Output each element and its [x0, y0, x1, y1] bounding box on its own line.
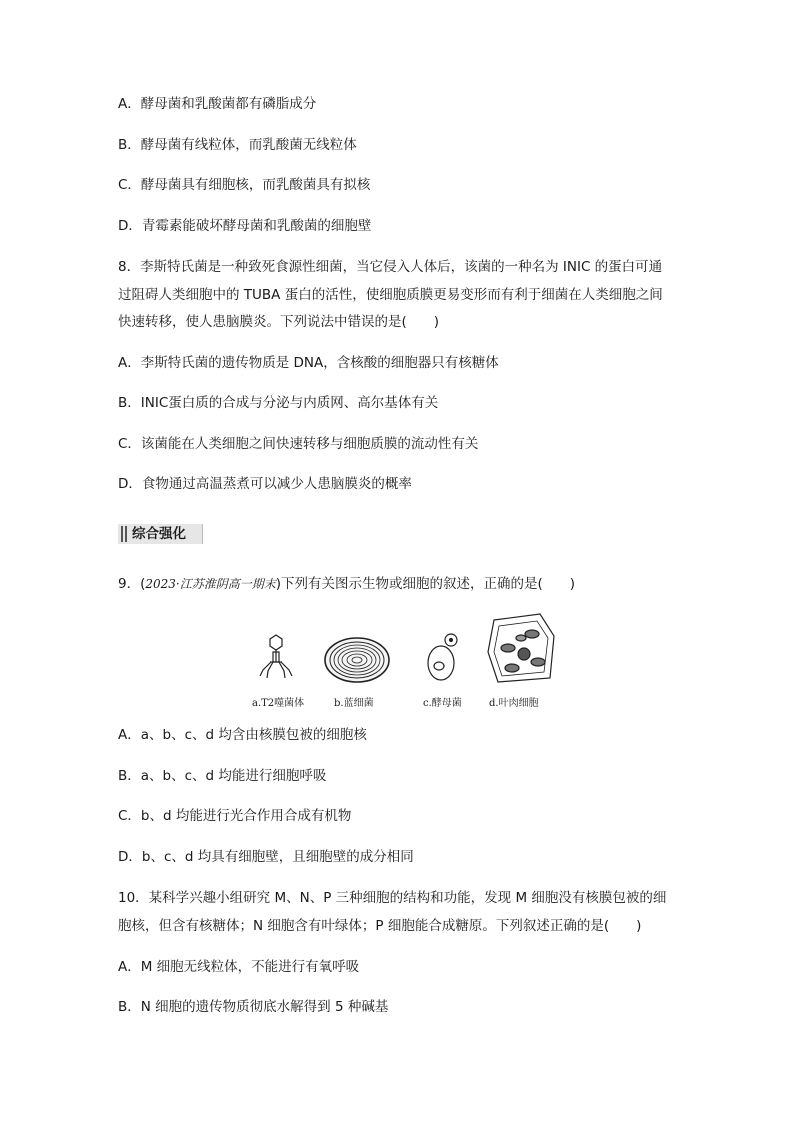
q9-stem: 9．(2023·江苏淮阴高一期末)下列有关图示生物或细胞的叙述，正确的是( ) — [118, 576, 576, 592]
q8-stem-line3: 快速转移，使人患脑膜炎。下列说法中错误的是( ) — [118, 314, 440, 330]
q10-option-b: B．N 细胞的遗传物质彻底水解得到 5 种碱基 — [118, 999, 389, 1015]
q9-source: 2023·江苏淮阴高一期末 — [145, 577, 276, 591]
caption-d: d.叶肉细胞 — [489, 698, 539, 709]
q7-option-b: B．酵母菌有线粒体，而乳酸菌无线粒体 — [118, 137, 357, 153]
q9-option-a: A．a、b、c、d 均含由核膜包被的细胞核 — [118, 727, 367, 743]
q8-option-b: B．INIC蛋白质的合成与分泌与内质网、高尔基体有关 — [118, 395, 439, 411]
q10-option-a: A．M 细胞无线粒体，不能进行有氧呼吸 — [118, 959, 360, 975]
q9-option-d: D．b、c、d 均具有细胞壁，且细胞壁的成分相同 — [118, 849, 414, 865]
cyanobacteria-drawing — [325, 638, 389, 682]
q9-option-c: C．b、d 均能进行光合作用合成有机物 — [118, 808, 352, 824]
q8-stem-line1: 8．李斯特氏菌是一种致死食源性细菌，当它侵入人体后，该菌的一种名为 INIC 的蛋白可通 — [118, 259, 663, 275]
caption-a: a.T2噬菌体 — [252, 698, 305, 709]
q7-option-a: A．酵母菌和乳酸菌都有磷脂成分 — [118, 96, 317, 112]
q9-option-b: B．a、b、c、d 均能进行细胞呼吸 — [118, 768, 327, 784]
t2-phage-drawing — [260, 635, 292, 678]
q8-option-d: D．食物通过高温蒸煮可以减少人患脑膜炎的概率 — [118, 476, 412, 492]
q8-stem-line2: 过阻碍人类细胞中的 TUBA 蛋白的活性，使细胞质膜更易变形而有利于细菌在人类细胞之间 — [118, 287, 663, 303]
q10-stem-line1: 10．某科学兴趣小组研究 M、N、P 三种细胞的结构和功能，发现 M 细胞没有核膜包被的细 — [118, 890, 667, 906]
yeast-drawing — [428, 634, 457, 680]
q7-option-d: D．青霉素能破坏酵母菌和乳酸菌的细胞壁 — [118, 218, 372, 234]
mesophyll-cell-drawing — [488, 614, 554, 682]
cell-diagrams — [240, 608, 570, 694]
q10-stem-line2: 胞核，但含有核糖体；N 细胞含有叶绿体；P 细胞能合成糖原。下列叙述正确的是( ) — [118, 918, 642, 934]
section-title: 综合强化 — [132, 526, 186, 542]
section-bar-icon — [121, 526, 123, 542]
q8-option-a: A．李斯特氏菌的遗传物质是 DNA，含核酸的细胞器只有核糖体 — [118, 355, 499, 371]
q8-option-c: C．该菌能在人类细胞之间快速转移与细胞质膜的流动性有关 — [118, 436, 479, 452]
q7-option-c: C．酵母菌具有细胞核，而乳酸菌具有拟核 — [118, 177, 371, 193]
section-header — [118, 524, 203, 544]
caption-b: b.蓝细菌 — [334, 698, 374, 709]
cell-figure — [240, 608, 570, 708]
caption-c: c.酵母菌 — [423, 698, 462, 709]
